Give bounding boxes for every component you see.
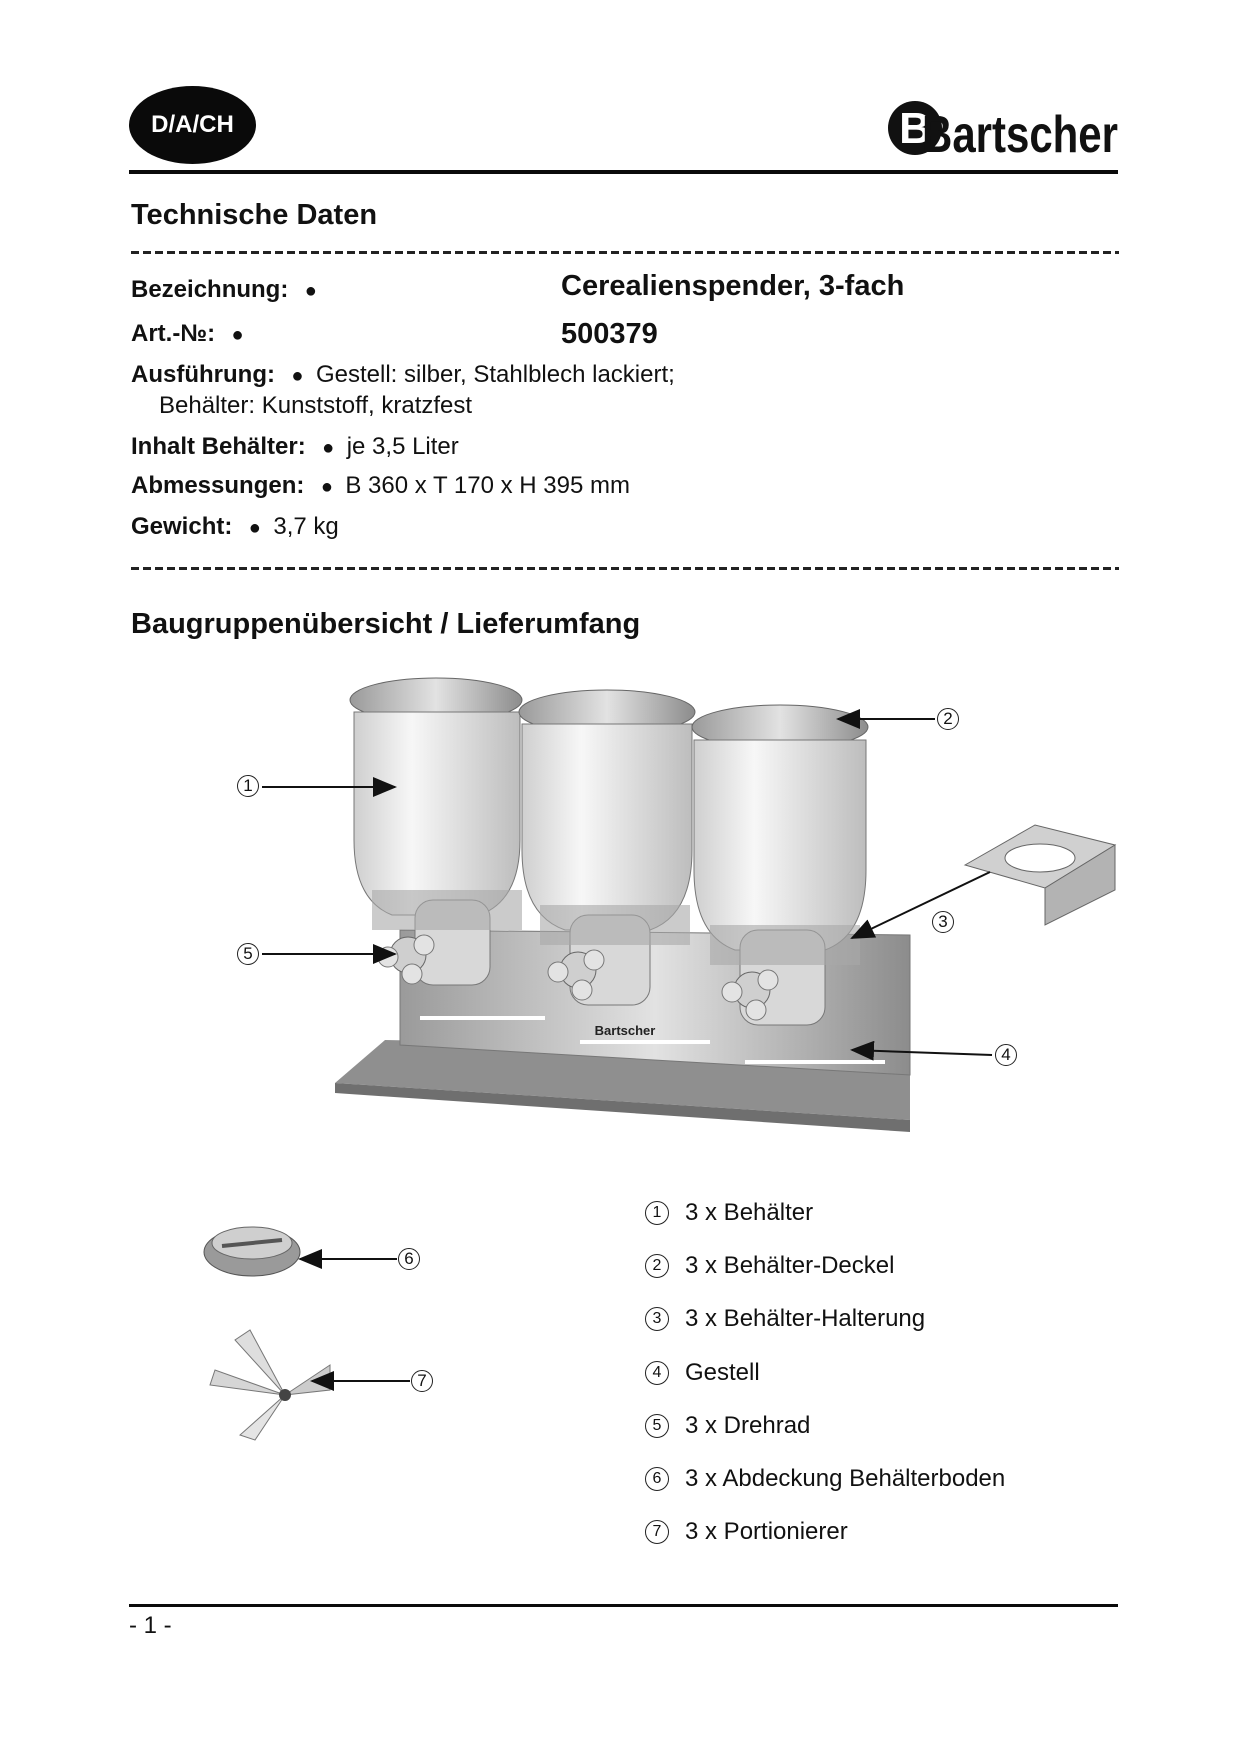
bullet: ● bbox=[231, 324, 244, 346]
footer-rule bbox=[129, 1604, 1118, 1607]
callout-3: 3 bbox=[932, 911, 954, 933]
svg-text:B: B bbox=[899, 104, 931, 153]
legend-text: 3 x Behälter-Halterung bbox=[685, 1305, 926, 1332]
value-inhalt: je 3,5 Liter bbox=[346, 433, 459, 460]
legend-text: 3 x Portionierer bbox=[685, 1518, 848, 1545]
legend-item bbox=[645, 1249, 894, 1283]
legend-item bbox=[645, 1515, 848, 1549]
bullet: ● bbox=[248, 517, 261, 539]
legend-num: 4 bbox=[645, 1361, 669, 1385]
stand-logo: Bartscher bbox=[594, 1023, 656, 1038]
legend-item bbox=[645, 1196, 813, 1230]
legend-num: 3 bbox=[645, 1307, 669, 1331]
legend-item bbox=[645, 1356, 760, 1390]
callout-6: 6 bbox=[398, 1248, 420, 1270]
tech-title: Technische Daten bbox=[131, 199, 378, 231]
label-gewicht: Gewicht: bbox=[131, 513, 233, 540]
legend-text: 3 x Drehrad bbox=[685, 1412, 811, 1439]
value-abmessungen: B 360 x T 170 x H 395 mm bbox=[345, 472, 630, 499]
legend-text: 3 x Behälter-Deckel bbox=[685, 1252, 895, 1279]
legend-text: Gestell bbox=[685, 1359, 760, 1386]
bullet: ● bbox=[304, 280, 317, 302]
value-gewicht: 3,7 kg bbox=[273, 513, 339, 540]
value-artno: 500379 bbox=[561, 318, 658, 350]
label-artno: Art.-№: bbox=[131, 320, 216, 347]
portioner bbox=[210, 1330, 330, 1440]
legend-num: 5 bbox=[645, 1414, 669, 1438]
region-badge: D/A/CH bbox=[129, 86, 256, 164]
label-bezeichnung: Bezeichnung: bbox=[131, 276, 289, 303]
callout-2: 2 bbox=[937, 708, 959, 730]
page-number: - 1 - bbox=[129, 1612, 172, 1639]
legend-item bbox=[645, 1462, 1005, 1496]
value-ausfuehrung-line2: Behälter: Kunststoff, kratzfest bbox=[159, 392, 473, 419]
legend-num: 6 bbox=[645, 1467, 669, 1491]
value-bezeichnung: Cerealienspender, 3-fach bbox=[561, 270, 905, 302]
bullet: ● bbox=[322, 437, 335, 459]
label-ausfuehrung: Ausführung: bbox=[131, 361, 275, 388]
bottom-cover bbox=[204, 1227, 300, 1276]
callout-1: 1 bbox=[237, 775, 259, 797]
label-abmessungen: Abmessungen: bbox=[131, 472, 305, 499]
holder-bracket bbox=[965, 825, 1115, 925]
callout-7: 7 bbox=[411, 1370, 433, 1392]
bullet: ● bbox=[320, 476, 333, 498]
bullet: ● bbox=[291, 365, 304, 387]
legend-text: 3 x Abdeckung Behälterboden bbox=[685, 1465, 1006, 1492]
label-inhalt: Inhalt Behälter: bbox=[131, 433, 306, 460]
legend-text: 3 x Behälter bbox=[685, 1199, 814, 1226]
callout-5: 5 bbox=[237, 943, 259, 965]
brand-logo-wordmark: Bartscher bbox=[922, 106, 1118, 164]
legend-item bbox=[645, 1302, 925, 1336]
assembly-title: Baugruppenübersicht / Lieferumfang bbox=[131, 608, 641, 640]
legend-item bbox=[645, 1409, 810, 1443]
legend-num: 7 bbox=[645, 1520, 669, 1544]
value-ausfuehrung-line1: Gestell: silber, Stahlblech lackiert; bbox=[315, 361, 675, 388]
legend-num: 2 bbox=[645, 1254, 669, 1278]
legend-num: 1 bbox=[645, 1201, 669, 1225]
callout-3-arrow bbox=[852, 872, 990, 938]
callout-4: 4 bbox=[995, 1044, 1017, 1066]
